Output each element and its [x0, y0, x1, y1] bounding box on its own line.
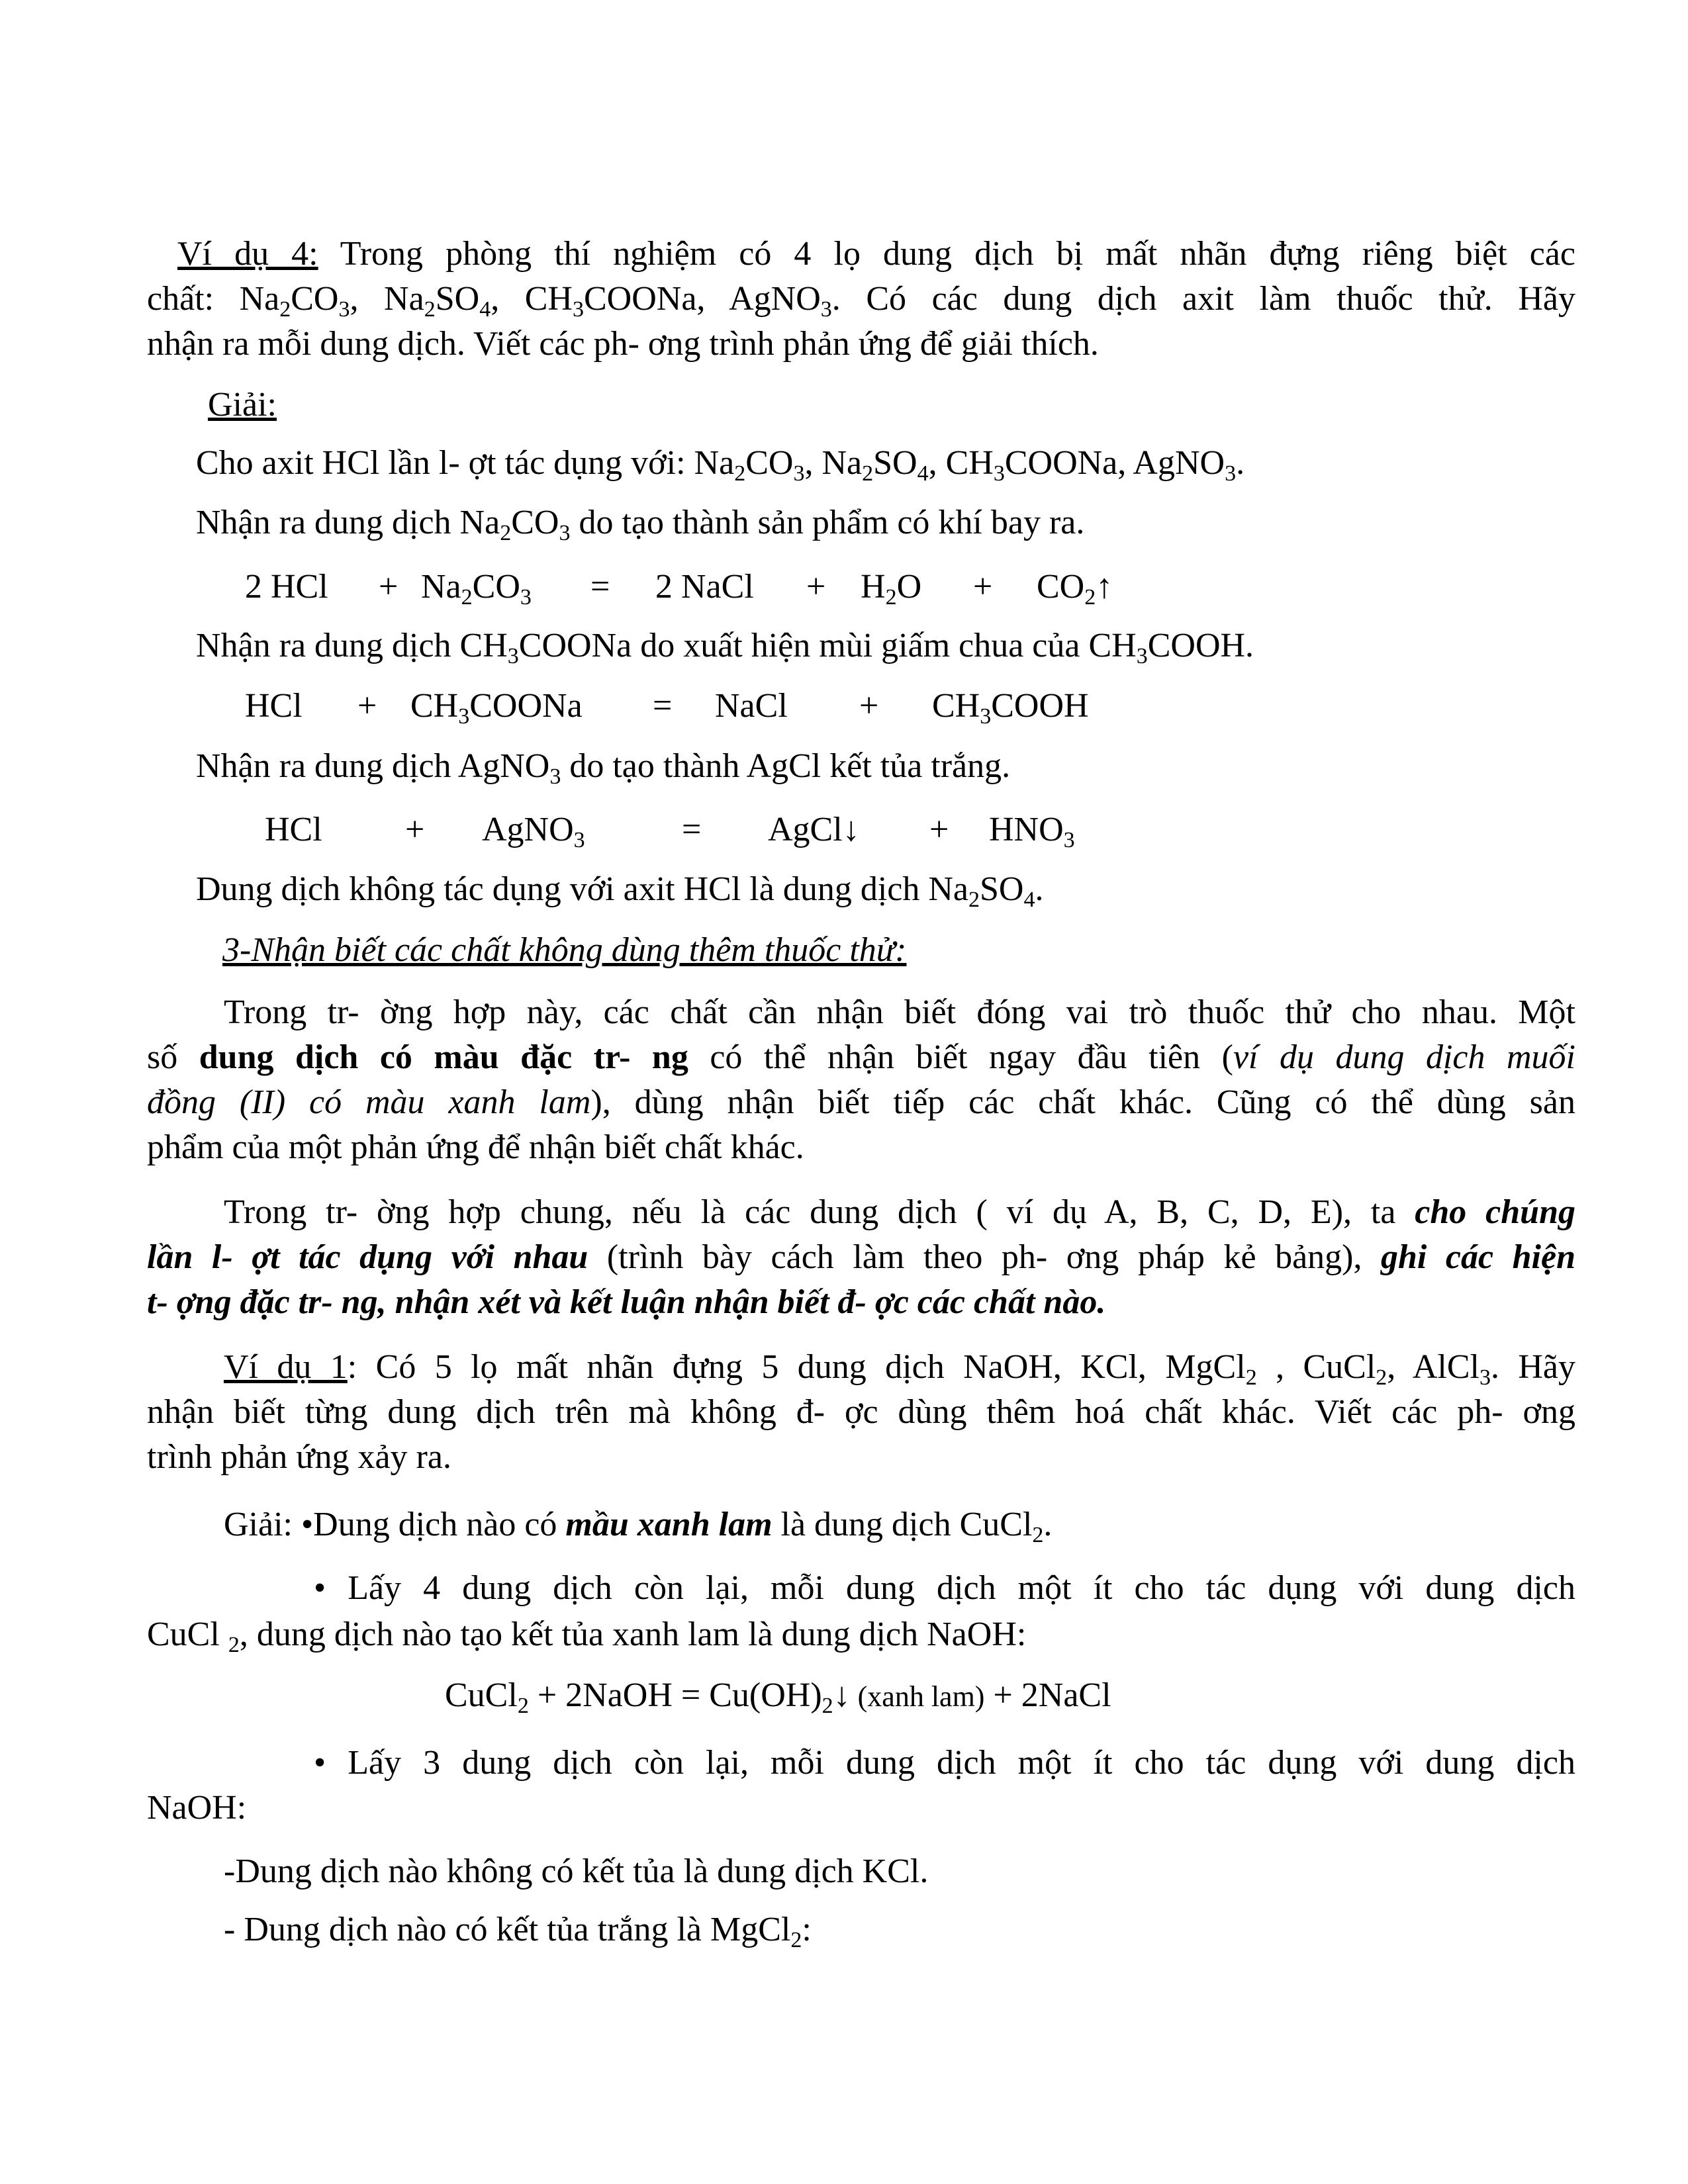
sol1-line-7: - Dung dịch nào có kết tủa trắng là MgCl$_2$:	[224, 1911, 812, 1952]
section-3-title: 3-Nhận biết các chất không dùng thêm thuốc thử:	[222, 931, 907, 969]
sol1-line-3: CuCl $_2$, dung dịch nào tạo kết tủa xanh lam là dung dịch NaOH:	[147, 1615, 1027, 1657]
section3-para2-line-1: Trong tr- ờng hợp chung, nếu là các dung dịch ( ví dụ A, B, C, D, E), ta cho chúng	[224, 1193, 1576, 1231]
sol1-line-2: • Lấy 4 dung dịch còn lại, mỗi dung dịch một ít cho tác dụng với dung dịch	[314, 1569, 1575, 1607]
ex1-line-2: nhận biết từng dung dịch trên mà không đ- ợc dùng thêm hoá chất khác. Viết các ph- ơng	[147, 1393, 1575, 1431]
ex4-line-2: chất: $Na_2CO_3$, $Na_2SO_4$, $CH_3COONa$, AgNO$_3$. Có các dung dịch axit làm thuốc thử. Hãy	[147, 280, 1575, 322]
equation-4: CuCl$_2$ + 2NaOH = $Cu(OH)_2↓$ (xanh lam) + 2NaCl	[445, 1676, 1111, 1718]
sol4-line-2: Nhận ra dung dịch $Na_2CO_3$ do tạo thành sản phẩm có khí bay ra.	[196, 504, 1085, 545]
ex1-line-3: trình phản ứng xảy ra.	[147, 1438, 451, 1476]
document-page: Ví dụ 4: Trong phòng thí nghiệm có 4 lọ dung dịch bị mất nhãn đựng riêng biệt các chất: $Na_2CO_3$, $Na_2SO_4$, $CH_3COONa$, AgNO$_3$. Có các dung dịch axit làm thuốc thử. Hãy nhận ra mỗi dung dịch. Viết các ph- ơng trình phản ứng để giải thích. Giải: Cho axit HCl lần l- ợt tác dụng với: $Na_2CO_3$, $Na_2SO_4$, $CH_3COONa$, AgNO$_3$. Nhận ra dung dịch $Na_2CO_3$ do tạo thành sản phẩm có khí bay ra. 2 HCl + $Na_2CO_3$ = 2 NaCl + $H_2O$ + $CO_2↑$ Nhận ra dung dịch $CH_3COONa$ do xuất hiện mùi giấm chua của $CH_3COOH$. HCl + $CH_3COONa$ = NaCl + $CH_3COOH$ Nhận ra dung dịch AgNO$_3$ do tạo thành AgCl kết tủa trắng. HCl + AgNO$_3$ = AgCl↓ + $HNO_3$ Dung dịch không tác dụng với axit HCl là dung dịch $Na_2SO_4$. 3-Nhận biết các chất không dùng thêm thuốc thử: Trong tr- ờng hợp này, các chất cần nhận biết đóng vai trò thuốc thử cho nhau. Một số dung dịch có màu đặc tr- ng có thể nhận biết ngay đầu tiên (ví dụ dung dịch muối đồng (II) có màu xanh lam), dùng nhận biết tiếp các chất khác. Cũng có thể dùng sản phẩm của một phản ứng để nhận biết chất khác. Trong tr- ờng hợp chung, nếu là các dung dịch ( ví dụ A, B, C, D, E), ta cho chúng lần l- ợt tác dụng với nhau (trình bày cách làm theo ph- ơng pháp kẻ bảng), ghi các hiện t- ợng đặc tr- ng, nhận xét và kết luận nhận biết đ- ợc các chất nào. Ví dụ 1: Có 5 lọ mất nhãn đựng 5 dung dịch NaOH, KCl, MgCl$_2$ , CuCl$_2$, AlCl$_3$. Hãy nhận biết từng dung dịch trên mà không đ- ợc dùng thêm hoá chất khác. Viết các ph- ơng trình phản ứng xảy ra. Giải: •Dung dịch nào có mầu xanh lam là dung dịch CuCl$_2$. • Lấy 4 dung dịch còn lại, mỗi dung dịch một ít cho tác dụng với dung dịch CuCl $_2$, dung dịch nào tạo kết tủa xanh lam là dung dịch NaOH: CuCl$_2$ + 2NaOH = $Cu(OH)_2↓$ (xanh lam) + 2NaCl • Lấy 3 dung dịch còn lại, mỗi dung dịch một ít cho tác dụng với dung dịch NaOH: -Dung dịch nào không có kết tủa là dung dịch KCl. - Dung dịch nào có kết tủa trắng là MgCl$_2$:	[0, 0, 1688, 2184]
section3-para1-line-2: số dung dịch có màu đặc tr- ng có thể nhận biết ngay đầu tiên (ví dụ dung dịch muối	[147, 1038, 1575, 1076]
ex1-line-1: Ví dụ 1: Có 5 lọ mất nhãn đựng 5 dung dịch NaOH, KCl, MgCl$_2$ , CuCl$_2$, AlCl$_3$. Hãy	[224, 1348, 1575, 1390]
sol4-label: Giải:	[208, 386, 277, 424]
ex4-line-3: nhận ra mỗi dung dịch. Viết các ph- ơng trình phản ứng để giải thích.	[147, 325, 1099, 363]
sol1-line-4: • Lấy 3 dung dịch còn lại, mỗi dung dịch một ít cho tác dụng với dung dịch	[314, 1744, 1575, 1782]
sol1-line-6: -Dung dịch nào không có kết tủa là dung dịch KCl.	[224, 1852, 929, 1890]
sol1-line-5: NaOH:	[147, 1789, 247, 1827]
ex4-line-1: Ví dụ 4: Trong phòng thí nghiệm có 4 lọ dung dịch bị mất nhãn đựng riêng biệt các	[177, 235, 1575, 273]
section3-para2-line-3: t- ợng đặc tr- ng, nhận xét và kết luận nhận biết đ- ợc các chất nào.	[147, 1283, 1106, 1321]
sol4-line-5: Dung dịch không tác dụng với axit HCl là dung dịch $Na_2SO_4$.	[196, 870, 1044, 912]
sol4-line-3: Nhận ra dung dịch $CH_3COONa$ do xuất hiện mùi giấm chua của $CH_3COOH$.	[196, 627, 1254, 668]
sol4-line-4: Nhận ra dung dịch AgNO$_3$ do tạo thành AgCl kết tủa trắng.	[196, 747, 1011, 789]
sol4-line-1: Cho axit HCl lần l- ợt tác dụng với: $Na_2CO_3$, $Na_2SO_4$, $CH_3COONa$, AgNO$_3$.	[196, 444, 1245, 486]
section3-para1-line-1: Trong tr- ờng hợp này, các chất cần nhận biết đóng vai trò thuốc thử cho nhau. Một	[224, 993, 1575, 1031]
ex4-label: Ví dụ 4:	[177, 235, 318, 273]
sol1-line-1: Giải: •Dung dịch nào có mầu xanh lam là dung dịch CuCl$_2$.	[224, 1506, 1053, 1547]
section3-para1-line-4: phẩm của một phản ứng để nhận biết chất khác.	[147, 1128, 804, 1166]
section3-para1-line-3: đồng (II) có màu xanh lam), dùng nhận biết tiếp các chất khác. Cũng có thể dùng sản	[147, 1083, 1575, 1121]
section3-para2-line-2: lần l- ợt tác dụng với nhau (trình bày cách làm theo ph- ơng pháp kẻ bảng), ghi các hiện	[147, 1238, 1575, 1276]
ex1-label: Ví dụ 1	[224, 1348, 348, 1386]
